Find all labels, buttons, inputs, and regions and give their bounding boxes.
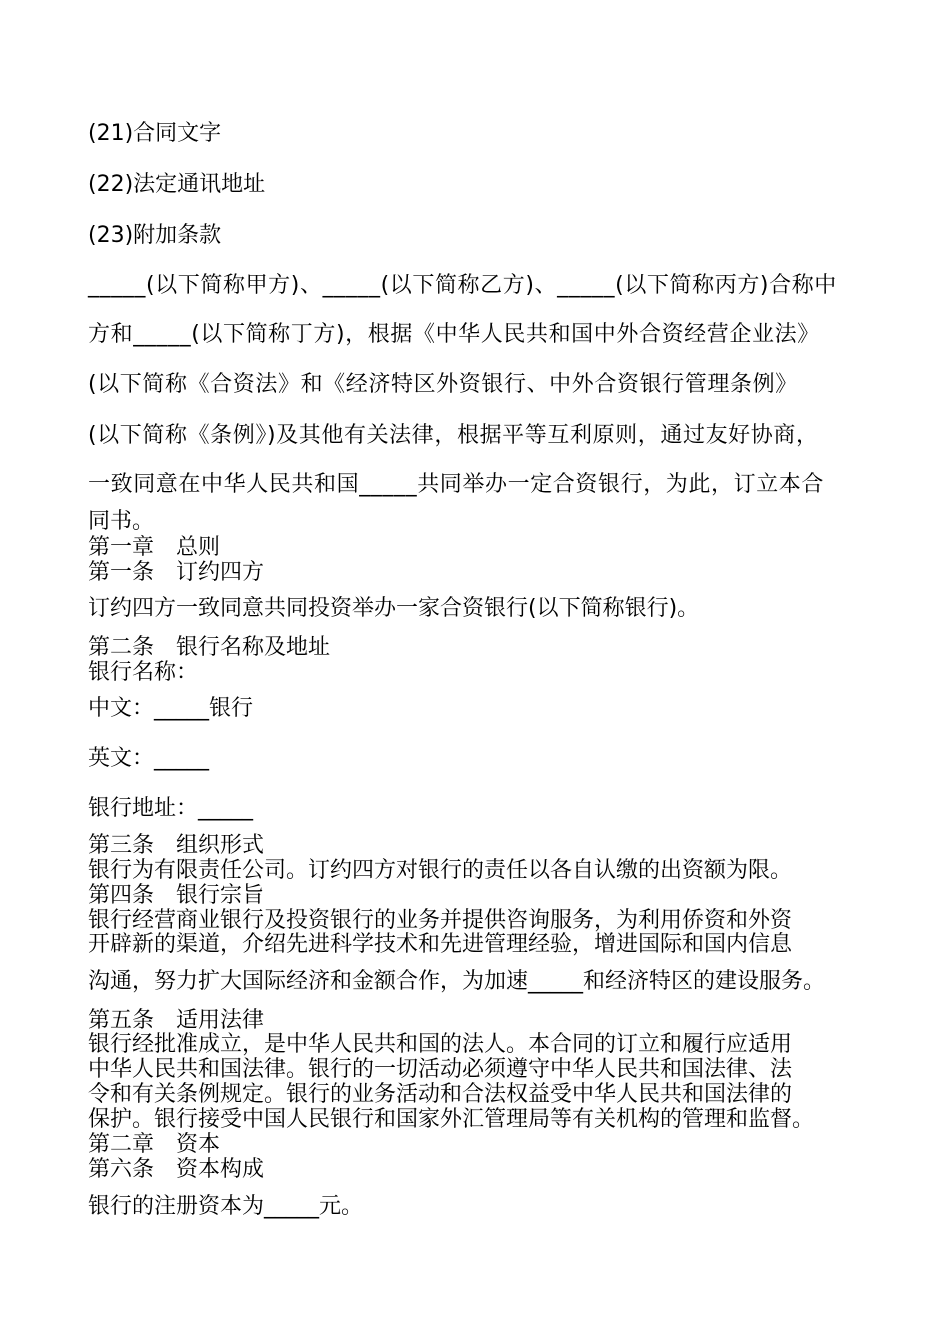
chapter-2-heading: 第二章 资本 [88, 1132, 221, 1157]
clause-21-contract-language: (21)合同文字 [88, 121, 222, 146]
article-6-body: 银行的注册资本为_____元。 [88, 1194, 364, 1219]
bank-name-english: 英文：_____ [88, 746, 210, 771]
article-4-body-line-1: 银行经营商业银行及投资银行的业务并提供咨询服务，为利用侨资和外资 [88, 908, 793, 933]
article-5-body-line-3: 令和有关条例规定。银行的业务活动和合法权益受中华人民共和国法律的 [88, 1082, 793, 1107]
clause-22-legal-address: (22)法定通讯地址 [88, 172, 266, 197]
chapter-1-heading: 第一章 总则 [88, 535, 221, 560]
preamble-line-5: 一致同意在中华人民共和国_____共同举办一定合资银行，为此，订立本合 [88, 472, 825, 497]
article-1-heading: 第一条 订约四方 [88, 560, 265, 585]
article-4-heading: 第四条 银行宗旨 [88, 883, 265, 908]
article-3-heading: 第三条 组织形式 [88, 833, 265, 858]
article-5-body-line-4: 保护。银行接受中国人民银行和国家外汇管理局等有关机构的管理和监督。 [88, 1107, 815, 1132]
article-5-body-line-2: 中华人民共和国法律。银行的一切活动必须遵守中华人民共和国法律、法 [88, 1057, 793, 1082]
bank-address: 银行地址：_____ [88, 796, 254, 821]
preamble-line-4: (以下简称《条例》)及其他有关法律，根据平等互利原则，通过友好协商， [88, 423, 819, 448]
article-5-heading: 第五条 适用法律 [88, 1008, 265, 1033]
bank-name-chinese: 中文：_____银行 [88, 696, 254, 721]
article-3-body: 银行为有限责任公司。订约四方对银行的责任以各自认缴的出资额为限。 [88, 858, 793, 883]
preamble-line-1: _____(以下简称甲方)、_____(以下简称乙方)、_____(以下简称丙方)合称中 [88, 273, 837, 298]
article-2-heading: 第二条 银行名称及地址 [88, 635, 331, 660]
bank-name-label: 银行名称： [88, 660, 199, 685]
preamble-line-6: 同书。 [88, 509, 155, 534]
article-1-body: 订约四方一致同意共同投资举办一家合资银行(以下简称银行)。 [88, 596, 700, 621]
clause-23-additional-terms: (23)附加条款 [88, 223, 222, 248]
article-5-body-line-1: 银行经批准成立，是中华人民共和国的法人。本合同的订立和履行应适用 [88, 1032, 793, 1057]
article-4-body-line-3: 沟通，努力扩大国际经济和金额合作，为加速_____和经济特区的建设服务。 [88, 969, 826, 994]
article-4-body-line-2: 开辟新的渠道，介绍先进科学技术和先进管理经验，增进国际和国内信息 [88, 932, 793, 957]
article-6-heading: 第六条 资本构成 [88, 1157, 265, 1182]
preamble-line-3: (以下简称《合资法》和《经济特区外资银行、中外合资银行管理条例》 [88, 372, 798, 397]
preamble-line-2: 方和_____(以下简称丁方)，根据《中华人民共和国中外合资经营企业法》 [88, 322, 820, 347]
